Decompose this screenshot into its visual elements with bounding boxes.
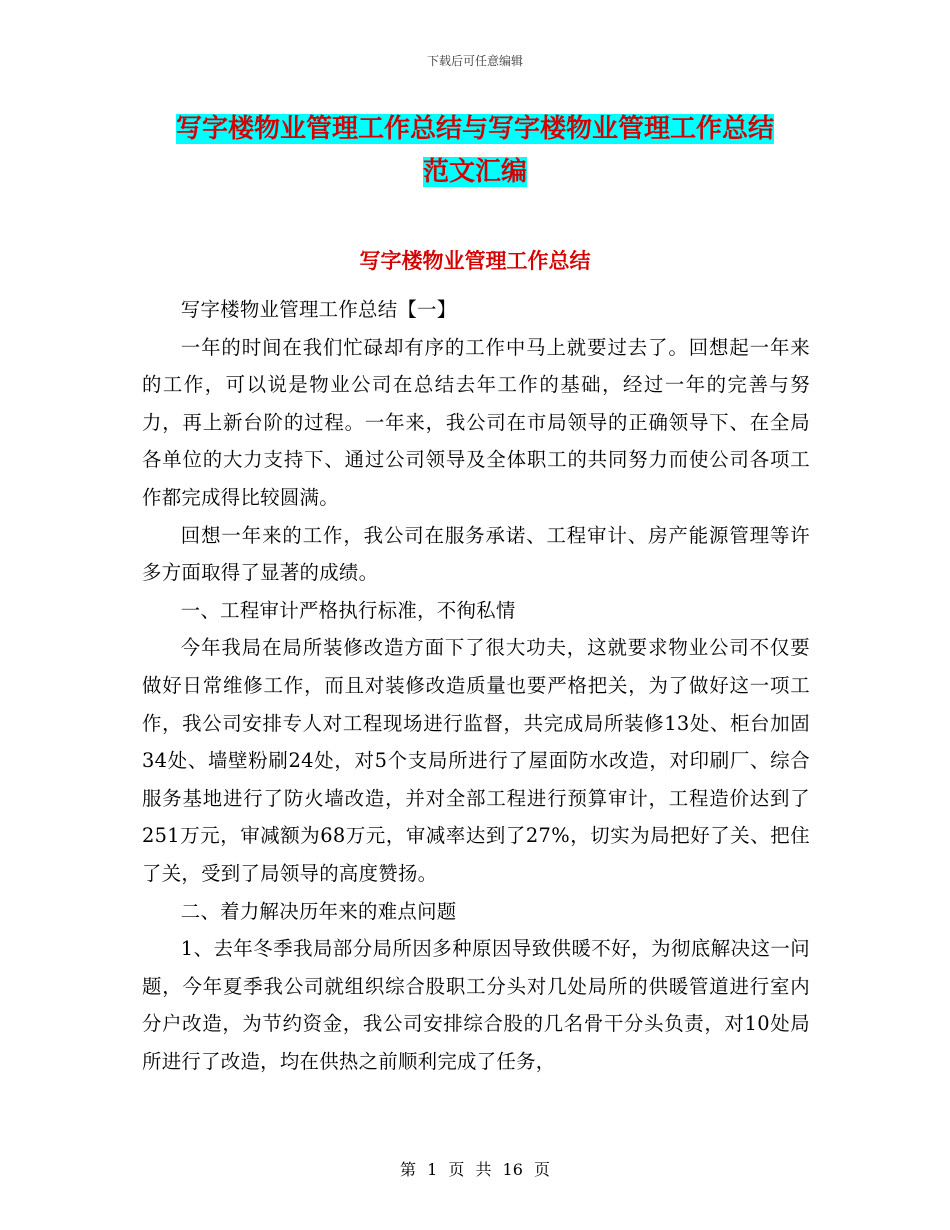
main-title-line-2: 范文汇编 [422, 157, 527, 187]
document-body [142, 291, 810, 1080]
paragraph: 回想一年来的工作，我公司在服务承诺、工程审计、房产能源管理等许多方面取得了显著的成绩。 [142, 523, 810, 585]
section-title: 写字楼物业管理工作总结 [359, 249, 591, 273]
main-title [140, 108, 810, 194]
paragraph: 一年的时间在我们忙碌却有序的工作中马上就要过去了。回想起一年来的工作，可以说是物业公司在总结去年工作的基础，经过一年的完善与努力，再上新台阶的过程。一年来，我公司在市局领导的正确领导下、在全局各单位的大力支持下、通过公司领导及全体职工的共同努力而使公司各项工作都完成得比较圆满。 [142, 335, 810, 509]
paragraph: 一、工程审计严格执行标准，不徇私情 [180, 598, 516, 622]
header-note: 下载后可任意编辑 [426, 54, 523, 68]
main-title-line-1: 写字楼物业管理工作总结与写字楼物业管理工作总结 [175, 114, 774, 144]
page-number: 第 1 页 共 16 页 [400, 1160, 550, 1179]
paragraph: 今年我局在局所装修改造方面下了很大功夫，这就要求物业公司不仅要做好日常维修工作，而且对装修改造质量也要严格把关，为了做好这一项工作，我公司安排专人对工程现场进行监督，共完成局所装修13处、柜台加固34处、墙壁粉刷24处，对5个支局所进行了屋面防水改造，对印刷厂、综合服务基地进行了防火墙改造，并对全部工程进行预算审计，工程造价达到了251万元，审减额为68万元，审减率达到了27%，切实为局把好了关、把住了关，受到了局领导的高度赞扬。 [142, 636, 810, 885]
paragraph: 写字楼物业管理工作总结【一】 [180, 298, 457, 321]
paragraph: 二、着力解决历年来的难点问题 [180, 899, 457, 923]
paragraph: 1、去年冬季我局部分局所因多种原因导致供暖不好，为彻底解决这一问题，今年夏季我公司就组织综合股职工分头对几处局所的供暖管道进行室内分户改造，为节约资金，我公司安排综合股的几名骨干分头负责，对10处局所进行了改造，均在供热之前顺利完成了任务， [142, 937, 810, 1073]
